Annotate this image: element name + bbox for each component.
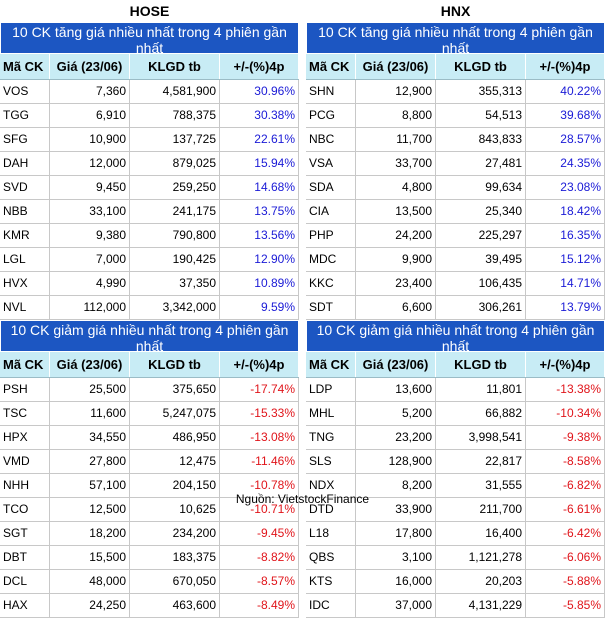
stock-code: SHN [306, 80, 356, 103]
pct-change: 39.68% [526, 104, 605, 127]
table-row [306, 378, 605, 402]
avg-volume: 99,634 [436, 176, 526, 199]
stock-code: PSH [0, 378, 50, 401]
pct-change: -8.82% [220, 546, 299, 569]
stock-code: DBT [0, 546, 50, 569]
stock-price: 23,200 [356, 426, 436, 449]
table-row [306, 152, 605, 176]
column-header: Mã CK [0, 352, 50, 377]
table-row [306, 104, 605, 128]
avg-volume: 27,481 [436, 152, 526, 175]
table-row [0, 522, 299, 546]
stock-price: 13,600 [356, 378, 436, 401]
exchange-title: HOSE [129, 3, 170, 19]
table-row [0, 426, 299, 450]
stock-price: 34,550 [50, 426, 130, 449]
stock-code: HPX [0, 426, 50, 449]
avg-volume: 241,175 [130, 200, 220, 223]
avg-volume: 3,342,000 [130, 296, 220, 319]
source-note: Nguồn: VietstockFinance [235, 492, 370, 506]
table-row [306, 522, 605, 546]
stock-price: 33,900 [356, 498, 436, 521]
stock-code: VOS [0, 80, 50, 103]
table-row [0, 224, 299, 248]
stock-code: KKC [306, 272, 356, 295]
pct-change: 14.68% [220, 176, 299, 199]
pct-change: 18.42% [526, 200, 605, 223]
stock-code: NHH [0, 474, 50, 497]
stock-price: 3,100 [356, 546, 436, 569]
avg-volume: 790,800 [130, 224, 220, 247]
column-header: Mã CK [306, 352, 356, 377]
table-row [306, 200, 605, 224]
table-row [306, 570, 605, 594]
avg-volume: 4,581,900 [130, 80, 220, 103]
stock-price: 12,900 [356, 80, 436, 103]
avg-volume: 204,150 [130, 474, 220, 497]
stock-price: 9,450 [50, 176, 130, 199]
table-row [306, 402, 605, 426]
stock-price: 33,700 [356, 152, 436, 175]
pct-change: -8.57% [220, 570, 299, 593]
stock-price: 8,800 [356, 104, 436, 127]
avg-volume: 16,400 [436, 522, 526, 545]
stock-price: 9,900 [356, 248, 436, 271]
table-row [0, 152, 299, 176]
stock-code: SFG [0, 128, 50, 151]
stock-code: MDC [306, 248, 356, 271]
hnx-panel [306, 0, 605, 618]
column-header: +/-(%)4p [526, 54, 605, 79]
avg-volume: 22,817 [436, 450, 526, 473]
pct-change: 24.35% [526, 152, 605, 175]
pct-change: -8.58% [526, 450, 605, 473]
column-header: KLGD tb [436, 54, 526, 79]
stock-price: 11,600 [50, 402, 130, 425]
pct-change: 30.38% [220, 104, 299, 127]
avg-volume: 137,725 [130, 128, 220, 151]
column-header: Giá (23/06) [50, 352, 130, 377]
table-row [0, 176, 299, 200]
column-header-row [306, 54, 605, 80]
pct-change: 22.61% [220, 128, 299, 151]
pct-change: 13.79% [526, 296, 605, 319]
stock-code: NBB [0, 200, 50, 223]
avg-volume: 259,250 [130, 176, 220, 199]
stock-code: TSC [0, 402, 50, 425]
table-row [306, 248, 605, 272]
avg-volume: 20,203 [436, 570, 526, 593]
pct-change: -5.85% [526, 594, 605, 617]
losers-section-header: 10 CK giảm giá nhiều nhất trong 4 phiên gần nhất [0, 320, 299, 352]
pct-change: 16.35% [526, 224, 605, 247]
stock-code: NVL [0, 296, 50, 319]
stock-code: PHP [306, 224, 356, 247]
stock-code: VMD [0, 450, 50, 473]
stock-code: KMR [0, 224, 50, 247]
pct-change: -13.38% [526, 378, 605, 401]
table-row [306, 426, 605, 450]
avg-volume: 31,555 [436, 474, 526, 497]
stock-price: 24,250 [50, 594, 130, 617]
column-header: Giá (23/06) [356, 54, 436, 79]
stock-price: 27,800 [50, 450, 130, 473]
stock-price: 9,380 [50, 224, 130, 247]
table-row [0, 378, 299, 402]
gainers-section-header: 10 CK tăng giá nhiều nhất trong 4 phiên gần nhất [306, 22, 605, 54]
stock-price: 13,500 [356, 200, 436, 223]
pct-change: -6.61% [526, 498, 605, 521]
stock-price: 7,360 [50, 80, 130, 103]
stock-code: TCO [0, 498, 50, 521]
stock-code: VSA [306, 152, 356, 175]
table-row [0, 402, 299, 426]
stock-code: TGG [0, 104, 50, 127]
pct-change: -6.42% [526, 522, 605, 545]
stock-price: 6,910 [50, 104, 130, 127]
stock-code: SDA [306, 176, 356, 199]
stock-price: 37,000 [356, 594, 436, 617]
stock-price: 4,990 [50, 272, 130, 295]
stock-code: LGL [0, 248, 50, 271]
table-row [306, 450, 605, 474]
column-header-row [0, 54, 299, 80]
stock-price: 8,200 [356, 474, 436, 497]
avg-volume: 234,200 [130, 522, 220, 545]
stock-code: HVX [0, 272, 50, 295]
table-row [0, 570, 299, 594]
pct-change: -10.34% [526, 402, 605, 425]
column-header: +/-(%)4p [526, 352, 605, 377]
stock-price: 16,000 [356, 570, 436, 593]
table-row [0, 200, 299, 224]
losers-section-header: 10 CK giảm giá nhiều nhất trong 4 phiên gần nhất [306, 320, 605, 352]
pct-change: -13.08% [220, 426, 299, 449]
column-header: +/-(%)4p [220, 54, 299, 79]
stock-price: 18,200 [50, 522, 130, 545]
table-row [306, 546, 605, 570]
pct-change: -8.49% [220, 594, 299, 617]
stock-code: DAH [0, 152, 50, 175]
stock-code: DTD [306, 498, 356, 521]
pct-change: 10.89% [220, 272, 299, 295]
stock-price: 5,200 [356, 402, 436, 425]
pct-change: -17.74% [220, 378, 299, 401]
avg-volume: 306,261 [436, 296, 526, 319]
avg-volume: 11,801 [436, 378, 526, 401]
column-header: Mã CK [306, 54, 356, 79]
pct-change: -10.78% [220, 474, 299, 497]
stock-price: 12,000 [50, 152, 130, 175]
pct-change: 9.59% [220, 296, 299, 319]
pct-change: 15.12% [526, 248, 605, 271]
avg-volume: 10,625 [130, 498, 220, 521]
stock-price: 17,800 [356, 522, 436, 545]
avg-volume: 788,375 [130, 104, 220, 127]
stock-code: SGT [0, 522, 50, 545]
table-row [0, 296, 299, 320]
column-header: Mã CK [0, 54, 50, 79]
pct-change: -15.33% [220, 402, 299, 425]
stock-code: CIA [306, 200, 356, 223]
stock-code: TNG [306, 426, 356, 449]
pct-change: 13.56% [220, 224, 299, 247]
avg-volume: 486,950 [130, 426, 220, 449]
table-row [306, 176, 605, 200]
column-header-row [306, 352, 605, 378]
avg-volume: 39,495 [436, 248, 526, 271]
stock-price: 12,500 [50, 498, 130, 521]
stock-code: DCL [0, 570, 50, 593]
stock-price: 11,700 [356, 128, 436, 151]
column-header: Giá (23/06) [356, 352, 436, 377]
table-row [0, 450, 299, 474]
avg-volume: 5,247,075 [130, 402, 220, 425]
stock-code: SDT [306, 296, 356, 319]
avg-volume: 183,375 [130, 546, 220, 569]
pct-change: 14.71% [526, 272, 605, 295]
avg-volume: 375,650 [130, 378, 220, 401]
stock-price: 33,100 [50, 200, 130, 223]
hose-panel [0, 0, 299, 618]
stock-price: 10,900 [50, 128, 130, 151]
pct-change: 13.75% [220, 200, 299, 223]
pct-change: 23.08% [526, 176, 605, 199]
stock-code: NDX [306, 474, 356, 497]
stock-code: IDC [306, 594, 356, 617]
avg-volume: 66,882 [436, 402, 526, 425]
gainers-section-header: 10 CK tăng giá nhiều nhất trong 4 phiên gần nhất [0, 22, 299, 54]
avg-volume: 1,121,278 [436, 546, 526, 569]
stock-code: SVD [0, 176, 50, 199]
stock-price: 23,400 [356, 272, 436, 295]
avg-volume: 54,513 [436, 104, 526, 127]
stock-price: 7,000 [50, 248, 130, 271]
pct-change: 12.90% [220, 248, 299, 271]
stock-code: PCG [306, 104, 356, 127]
stock-price: 15,500 [50, 546, 130, 569]
avg-volume: 4,131,229 [436, 594, 526, 617]
avg-volume: 211,700 [436, 498, 526, 521]
pct-change: -6.82% [526, 474, 605, 497]
column-header: KLGD tb [130, 54, 220, 79]
table-row [306, 128, 605, 152]
table-row [306, 272, 605, 296]
table-row [306, 594, 605, 618]
avg-volume: 843,833 [436, 128, 526, 151]
table-row [0, 272, 299, 296]
stock-price: 6,600 [356, 296, 436, 319]
stock-price: 4,800 [356, 176, 436, 199]
stock-code: NBC [306, 128, 356, 151]
stock-price: 128,900 [356, 450, 436, 473]
pct-change: -5.88% [526, 570, 605, 593]
avg-volume: 106,435 [436, 272, 526, 295]
avg-volume: 37,350 [130, 272, 220, 295]
pct-change: -11.46% [220, 450, 299, 473]
table-row [0, 248, 299, 272]
column-header: KLGD tb [436, 352, 526, 377]
avg-volume: 190,425 [130, 248, 220, 271]
column-header: +/-(%)4p [220, 352, 299, 377]
exchange-title: HNX [440, 3, 471, 19]
table-row [0, 104, 299, 128]
column-header: Giá (23/06) [50, 54, 130, 79]
stock-price: 112,000 [50, 296, 130, 319]
stock-code: MHL [306, 402, 356, 425]
stock-code: QBS [306, 546, 356, 569]
table-row [306, 296, 605, 320]
column-header-row [0, 352, 299, 378]
pct-change: 30.96% [220, 80, 299, 103]
panel-divider [299, 22, 306, 489]
avg-volume: 670,050 [130, 570, 220, 593]
stock-price: 24,200 [356, 224, 436, 247]
pct-change: -9.38% [526, 426, 605, 449]
pct-change: 28.57% [526, 128, 605, 151]
stock-code: KTS [306, 570, 356, 593]
pct-change: 15.94% [220, 152, 299, 175]
stock-code: LDP [306, 378, 356, 401]
stock-code: L18 [306, 522, 356, 545]
avg-volume: 3,998,541 [436, 426, 526, 449]
avg-volume: 463,600 [130, 594, 220, 617]
pct-change: -10.71% [220, 498, 299, 521]
stock-code: SLS [306, 450, 356, 473]
avg-volume: 355,313 [436, 80, 526, 103]
pct-change: -6.06% [526, 546, 605, 569]
avg-volume: 879,025 [130, 152, 220, 175]
table-row [0, 546, 299, 570]
column-header: KLGD tb [130, 352, 220, 377]
table-row [0, 594, 299, 618]
avg-volume: 225,297 [436, 224, 526, 247]
avg-volume: 12,475 [130, 450, 220, 473]
table-row [306, 224, 605, 248]
avg-volume: 25,340 [436, 200, 526, 223]
stock-price: 57,100 [50, 474, 130, 497]
pct-change: 40.22% [526, 80, 605, 103]
table-row [0, 80, 299, 104]
table-row [0, 128, 299, 152]
stock-code: HAX [0, 594, 50, 617]
pct-change: -9.45% [220, 522, 299, 545]
table-row [306, 80, 605, 104]
stock-price: 25,500 [50, 378, 130, 401]
stock-price: 48,000 [50, 570, 130, 593]
